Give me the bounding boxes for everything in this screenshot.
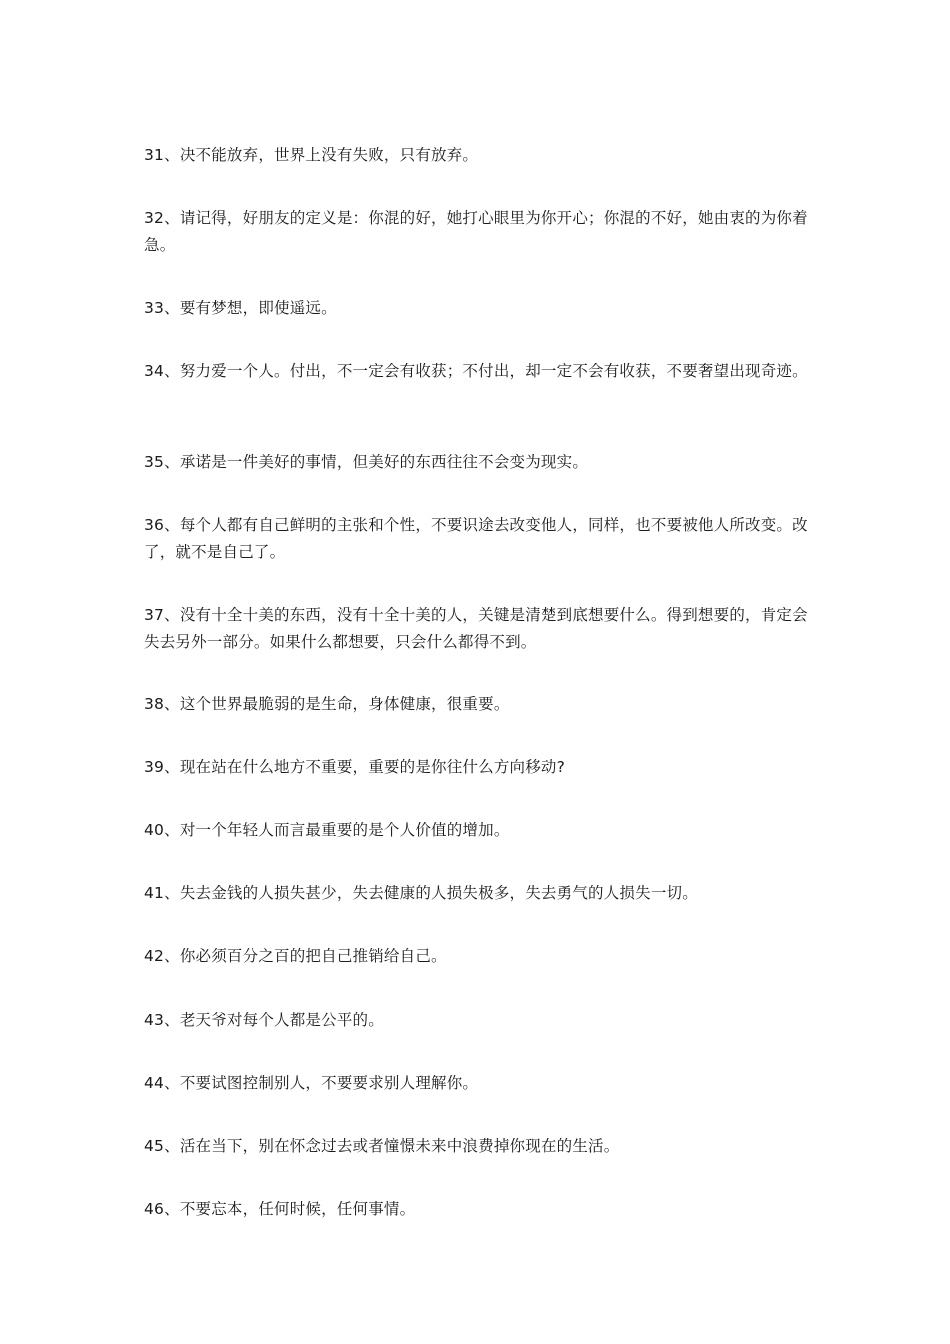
quote-36: 36、每个人都有自己鲜明的主张和个性，不要识途去改变他人，同样，也不要被他人所改变。改了，就不是自己了。	[144, 516, 808, 561]
quote-43: 43、老天爷对每个人都是公平的。	[144, 1011, 384, 1029]
quote-45: 45、活在当下，别在怀念过去或者憧憬未来中浪费掉你现在的生活。	[144, 1137, 620, 1155]
quote-38: 38、这个世界最脆弱的是生命，身体健康，很重要。	[144, 695, 510, 713]
quote-44: 44、不要试图控制别人，不要要求别人理解你。	[144, 1074, 479, 1092]
quote-35: 35、承诺是一件美好的事情，但美好的东西往往不会变为现实。	[144, 453, 589, 471]
quote-32: 32、请记得，好朋友的定义是：你混的好，她打心眼里为你开心；你混的不好，她由衷的为你着急。	[144, 209, 808, 254]
quote-39: 39、现在站在什么地方不重要，重要的是你往什么方向移动?	[144, 758, 566, 776]
quote-40: 40、对一个年轻人而言最重要的是个人价值的增加。	[144, 821, 510, 839]
quote-34: 34、努力爱一个人。付出，不一定会有收获；不付出，却一定不会有收获，不要奢望出现奇迹。	[144, 362, 808, 380]
quote-31: 31、决不能放弃，世界上没有失败，只有放弃。	[144, 146, 479, 164]
quote-46: 46、不要忘本，任何时候，任何事情。	[144, 1200, 416, 1218]
quote-42: 42、你必须百分之百的把自己推销给自己。	[144, 947, 447, 965]
quote-41: 41、失去金钱的人损失甚少，失去健康的人损失极多，失去勇气的人损失一切。	[144, 884, 698, 902]
quote-33: 33、要有梦想，即使遥远。	[144, 299, 337, 317]
quote-37: 37、没有十全十美的东西，没有十全十美的人，关键是清楚到底想要什么。得到想要的，肯定会失去另外一部分。如果什么都想要，只会什么都得不到。	[144, 606, 808, 651]
